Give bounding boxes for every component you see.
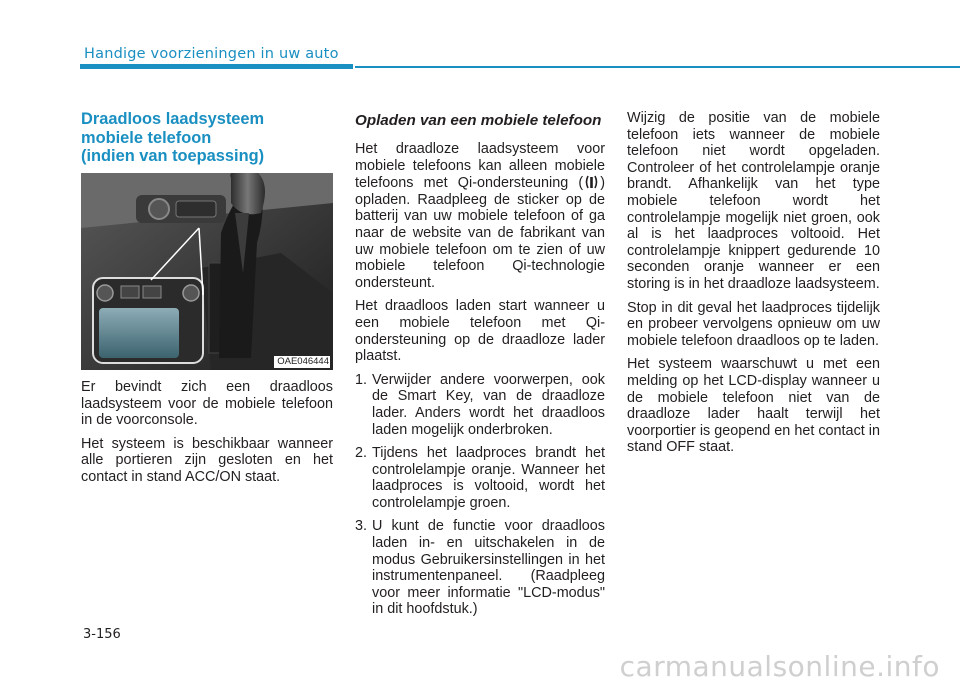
list-text: Tijdens het laadproces brandt het controlelampje oranje. Wanneer het laadproces is voltooid, wordt het controlelampje groen.	[372, 445, 605, 511]
section-title-line-3: (indien van toepassing)	[81, 147, 265, 165]
list-number: 3.	[355, 518, 368, 535]
paragraph-qi	[355, 141, 605, 291]
paragraph: Het systeem waarschuwt u met een melding op het LCD-display wanneer u de mobiele telefoon niet van de draadloze lader haalt terwijl het voorportier is geopend en het contact in stand OFF staat.	[627, 356, 880, 456]
numbered-list	[355, 372, 605, 618]
watermark: carmanualsonline.info	[619, 650, 940, 683]
running-header: Handige voorzieningen in uw auto	[84, 46, 339, 62]
qi-text-before: Het draadloze laadsysteem voor mobiele telefoons kan alleen mobiele telefoons met Qi-ondersteuning (	[355, 141, 605, 192]
list-text: Verwijder andere voorwerpen, ook de Smart Key, van de draadloze lader. Anders wordt het draadloos laden mogelijk onderbroken.	[372, 371, 605, 438]
list-item	[355, 518, 605, 618]
list-number: 2.	[355, 445, 368, 462]
page-number: 3-156	[83, 627, 121, 642]
header-rule-thin	[355, 66, 960, 68]
list-item	[355, 445, 605, 511]
paragraph: Er bevindt zich een draadloos laadsysteem voor de mobiele telefoon in de voorconsole.	[81, 379, 333, 429]
figure-code: OAE046444	[274, 356, 330, 368]
console-illustration	[81, 173, 333, 370]
column-3	[627, 110, 880, 463]
section-title-line-2: mobiele telefoon	[81, 128, 212, 147]
list-number: 1.	[355, 371, 368, 388]
section-title-line-1: Draadloos laadsysteem	[81, 110, 265, 128]
header-rule-thick	[80, 64, 353, 69]
column-1	[81, 379, 333, 493]
paragraph: Het draadloos laden start wanneer u een mobiele telefoon met Qi-ondersteuning op de draadloze lader plaatst.	[355, 298, 605, 365]
list-item	[355, 372, 605, 438]
list-text: U kunt de functie voor draadloos laden in- en uitschakelen in de modus Gebruikersinstellingen in het instrumentenpaneel. (Raadpleeg voor meer informatie "LCD-modus" in dit hoofdstuk.)	[372, 518, 605, 618]
column-2	[355, 112, 605, 625]
qi-text-after: ) opladen. Raadpleeg de sticker op de batterij van uw mobiele telefoon of ga naar de website van de fabrikant van uw mobiele telefoon om te zien of uw mobiele telefoon Qi-technologie ondersteunt.	[355, 175, 605, 291]
qi-wireless-charging-icon	[585, 174, 598, 190]
paragraph: Stop in dit geval het laadproces tijdelijk en probeer vervolgens opnieuw om uw mobiele telefoon draadloos op te laden.	[627, 299, 880, 349]
subsection-title: Opladen van een mobiele telefoon	[355, 112, 602, 129]
console-photo	[81, 173, 333, 370]
paragraph: Wijzig de positie van de mobiele telefoon iets wanneer de mobiele telefoon niet wordt opgeladen. Controleer of het controlelampje oranje brandt. Afhankelijk van het type mobiele telefoon wordt het controlelampje mogelijk niet groen, ook al is het laadproces voltooid. Het controlelampje knippert gedurende 10 seconden oranje wanneer er een storing is in het draadloze laadsysteem.	[627, 110, 880, 292]
paragraph: Het systeem is beschikbaar wanneer alle portieren zijn gesloten en het contact in stand ACC/ON staat.	[81, 435, 333, 485]
section-title	[81, 110, 341, 166]
